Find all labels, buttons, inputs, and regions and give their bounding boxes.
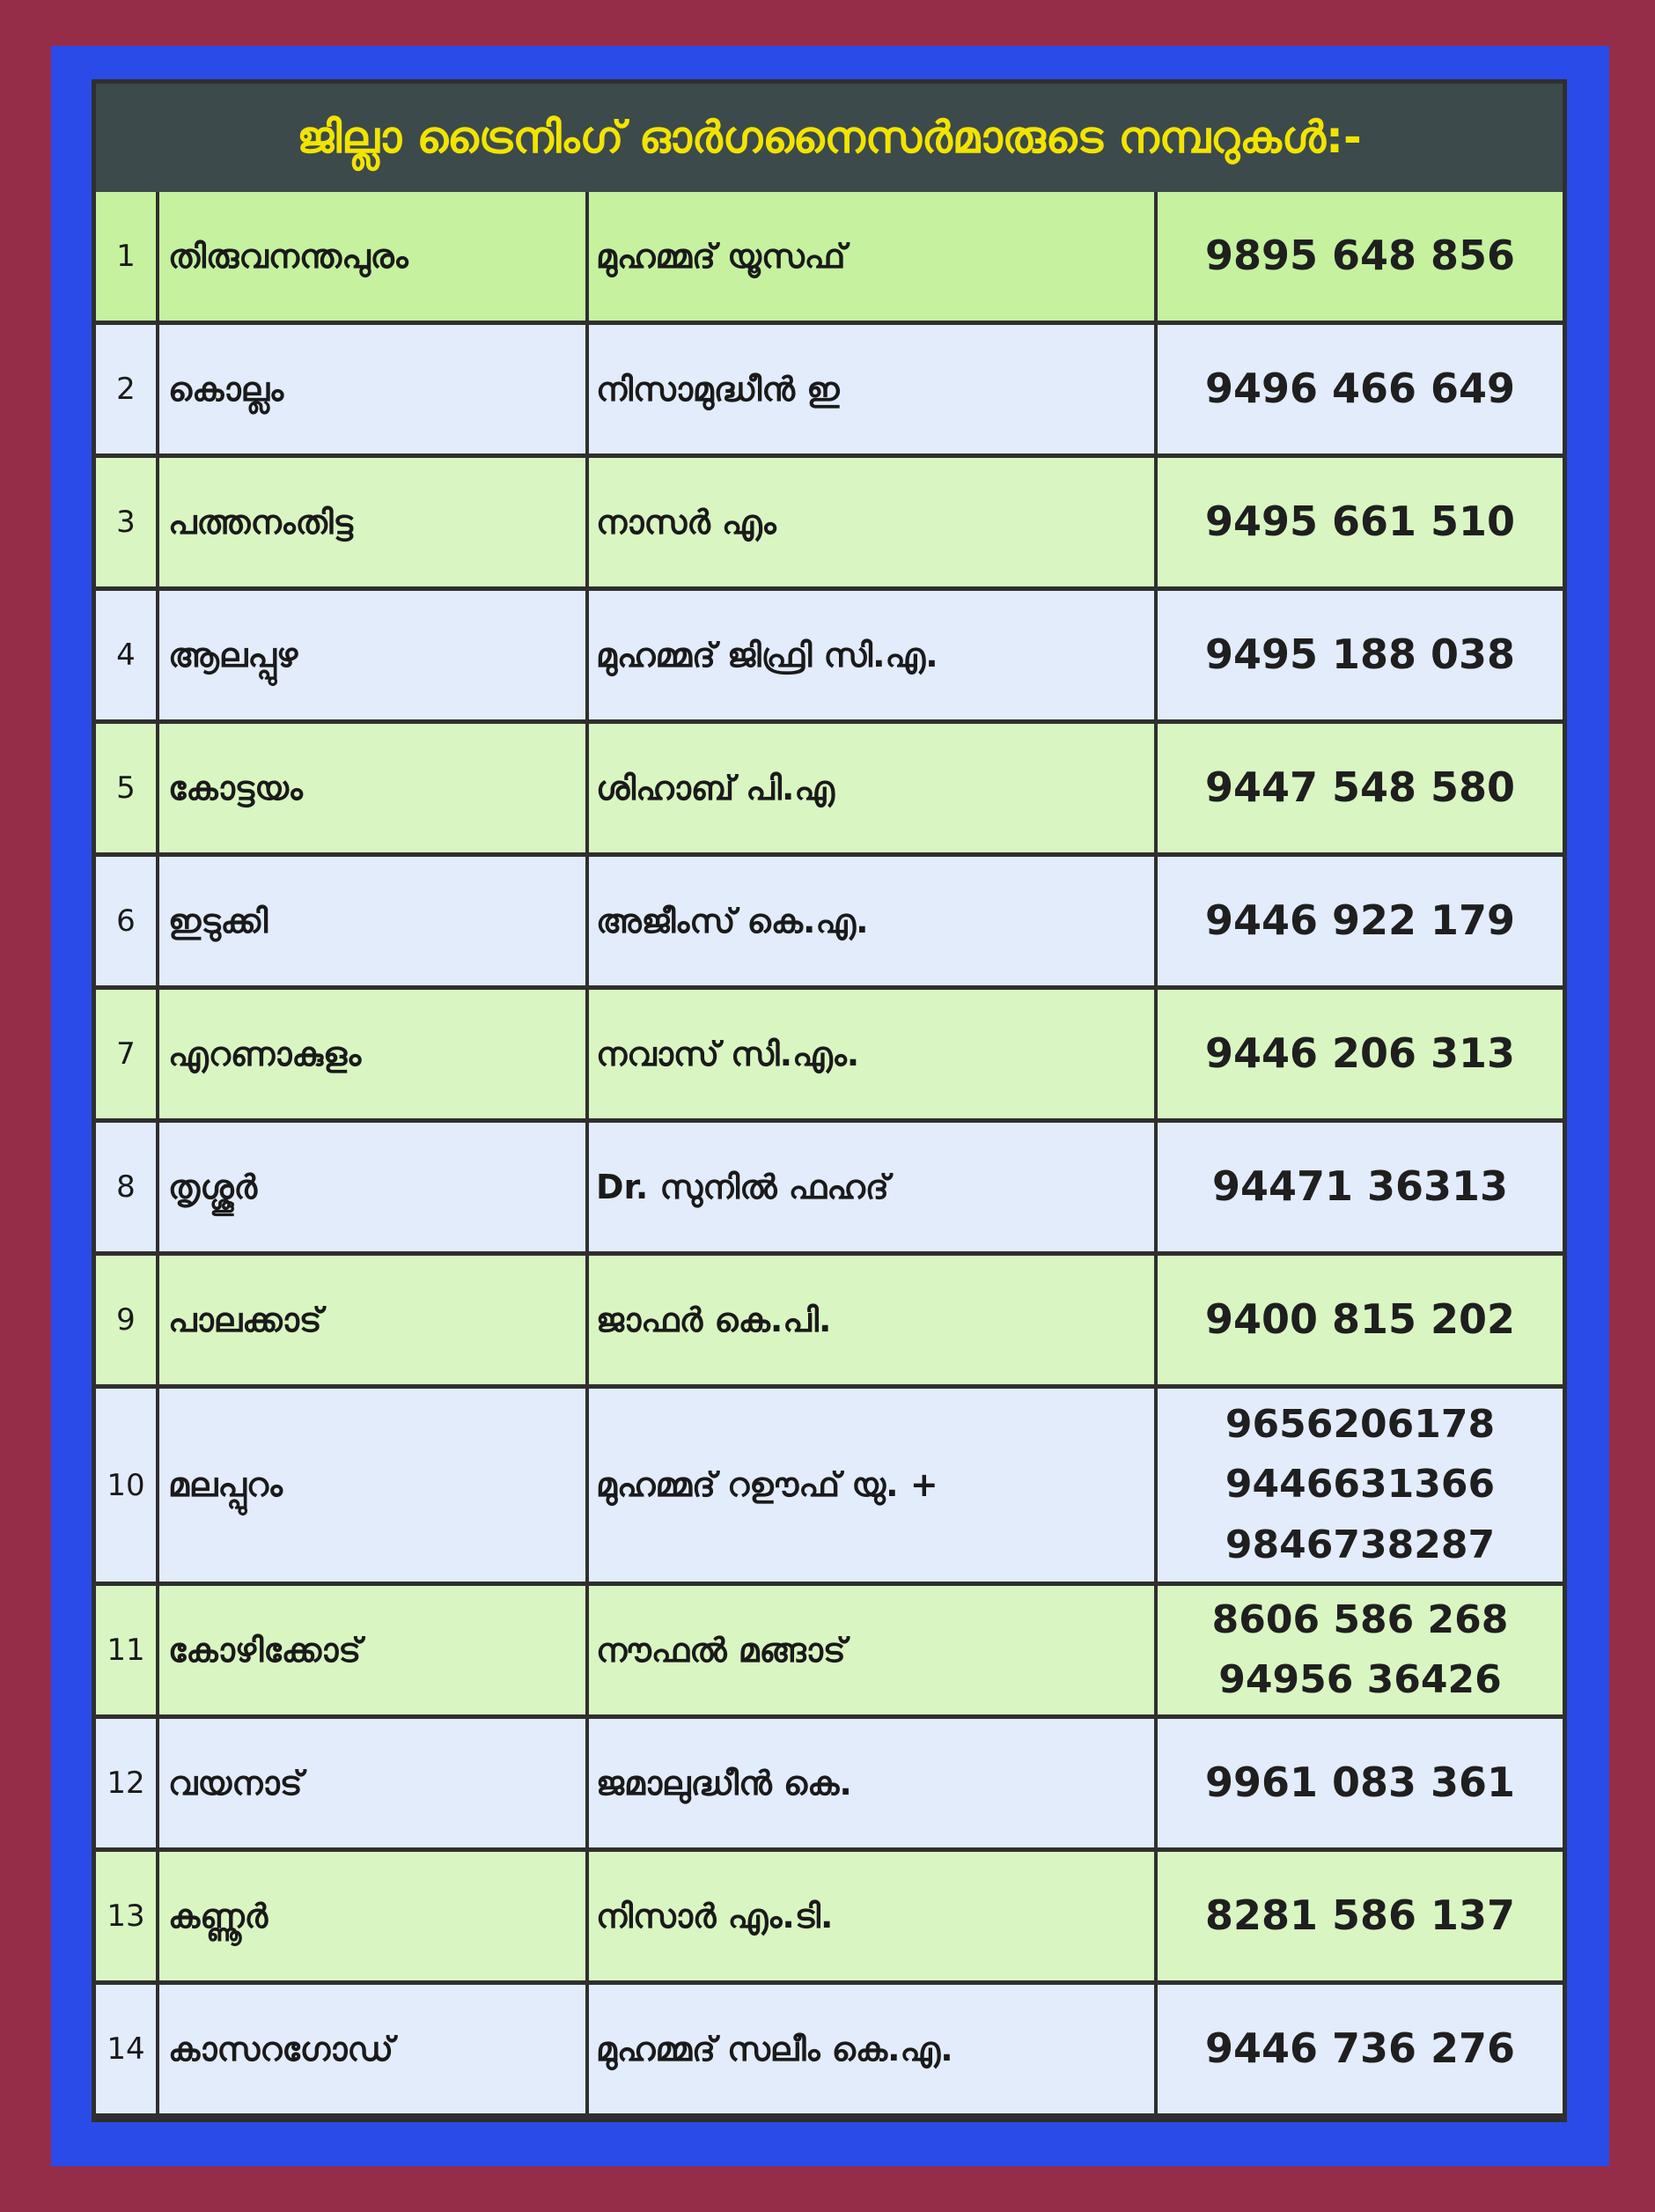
district-name: പാലക്കാട് xyxy=(159,1256,589,1384)
table-row xyxy=(96,990,1563,1123)
organizer-name: ജാഫർ കെ.പി. xyxy=(589,1256,1158,1384)
row-number: 9 xyxy=(96,1256,159,1384)
row-number: 8 xyxy=(96,1123,159,1251)
phone-numbers xyxy=(1158,1123,1563,1251)
row-number: 3 xyxy=(96,458,159,586)
table-row xyxy=(96,458,1563,591)
phone-number[interactable]: 9446 206 313 xyxy=(1204,1029,1516,1078)
table-header xyxy=(96,84,1563,196)
phone-number[interactable]: 94471 36313 xyxy=(1211,1162,1509,1211)
phone-numbers xyxy=(1158,591,1563,719)
table-row xyxy=(96,1586,1563,1719)
district-name: കണ്ണൂർ xyxy=(159,1852,589,1980)
phone-number[interactable]: 9656206178 xyxy=(1225,1402,1496,1448)
row-number: 2 xyxy=(96,325,159,453)
district-name: പത്തനംതിട്ട xyxy=(159,458,589,586)
phone-number[interactable]: 9446631366 xyxy=(1225,1462,1496,1508)
table-row xyxy=(96,1256,1563,1389)
row-number: 1 xyxy=(96,192,159,321)
district-name: തിരുവനന്തപുരം xyxy=(159,192,589,321)
table-row xyxy=(96,1719,1563,1852)
phone-number[interactable]: 9495 188 038 xyxy=(1204,630,1516,679)
organizer-name: മുഹമ്മദ് റഊഫ് യു. + xyxy=(589,1389,1158,1582)
organizer-name: മുഹമ്മദ് സലീം കെ.എ. xyxy=(589,1985,1158,2113)
phone-number[interactable]: 9446 922 179 xyxy=(1204,896,1516,945)
table-row xyxy=(96,1852,1563,1985)
phone-numbers xyxy=(1158,192,1563,321)
row-number: 6 xyxy=(96,857,159,985)
phone-number[interactable]: 8606 586 268 xyxy=(1211,1596,1509,1642)
district-name: കാസറഗോഡ് xyxy=(159,1985,589,2113)
phone-number[interactable]: 9496 466 649 xyxy=(1204,365,1516,413)
phone-numbers xyxy=(1158,1586,1563,1714)
phone-numbers xyxy=(1158,1256,1563,1384)
organizer-name: ശിഹാബ് പി.എ xyxy=(589,724,1158,852)
row-number: 14 xyxy=(96,1985,159,2113)
phone-number[interactable]: 8281 586 137 xyxy=(1204,1891,1516,1940)
table-body xyxy=(96,192,1563,2118)
district-name: വയനാട് xyxy=(159,1719,589,1847)
phone-numbers xyxy=(1158,857,1563,985)
table-row xyxy=(96,1123,1563,1256)
organizer-name: നവാസ് സി.എം. xyxy=(589,990,1158,1118)
district-name: കോട്ടയം xyxy=(159,724,589,852)
phone-numbers xyxy=(1158,325,1563,453)
organizer-name: നൗഫൽ മങ്ങാട് xyxy=(589,1586,1158,1714)
phone-number[interactable]: 9400 815 202 xyxy=(1204,1295,1516,1344)
district-name: ഇടുക്കി xyxy=(159,857,589,985)
phone-number[interactable]: 9895 648 856 xyxy=(1204,232,1516,280)
phone-numbers xyxy=(1158,724,1563,852)
phone-number[interactable]: 9961 083 361 xyxy=(1204,1759,1516,1807)
row-number: 12 xyxy=(96,1719,159,1847)
district-name: ആലപ്പുഴ xyxy=(159,591,589,719)
table-row xyxy=(96,192,1563,325)
page-title: ജില്ലാ ട്രൈനിംഗ് ഓർഗനൈസർമാരുടെ നമ്പറുകൾ:- xyxy=(297,112,1362,163)
table-row xyxy=(96,1389,1563,1586)
phone-number[interactable]: 9846738287 xyxy=(1225,1522,1496,1567)
row-number: 11 xyxy=(96,1586,159,1714)
table-row xyxy=(96,857,1563,990)
phone-number[interactable]: 9447 548 580 xyxy=(1204,763,1516,812)
district-name: എറണാകുളം xyxy=(159,990,589,1118)
organizer-name: നാസർ എം xyxy=(589,458,1158,586)
phone-numbers xyxy=(1158,1985,1563,2113)
phone-number[interactable]: 94956 36426 xyxy=(1218,1657,1502,1702)
row-number: 7 xyxy=(96,990,159,1118)
district-name: കൊല്ലം xyxy=(159,325,589,453)
organizer-name: നിസാമുദ്ധീൻ ഇ xyxy=(589,325,1158,453)
phone-numbers xyxy=(1158,1389,1563,1582)
organizer-name: മുഹമ്മദ് ജിഫ്രി സി.എ. xyxy=(589,591,1158,719)
organizer-table xyxy=(92,79,1567,2122)
table-row xyxy=(96,724,1563,857)
phone-numbers xyxy=(1158,1719,1563,1847)
organizer-name: നിസാർ എം.ടി. xyxy=(589,1852,1158,1980)
phone-numbers xyxy=(1158,458,1563,586)
district-name: തൃശ്ശൂർ xyxy=(159,1123,589,1251)
row-number: 10 xyxy=(96,1389,159,1582)
table-row xyxy=(96,591,1563,724)
district-name: മലപ്പുറം xyxy=(159,1389,589,1582)
table-row xyxy=(96,325,1563,458)
phone-numbers xyxy=(1158,1852,1563,1980)
district-name: കോഴിക്കോട് xyxy=(159,1586,589,1714)
organizer-name: ജമാലുദ്ധീൻ കെ. xyxy=(589,1719,1158,1847)
row-number: 5 xyxy=(96,724,159,852)
row-number: 4 xyxy=(96,591,159,719)
phone-number[interactable]: 9446 736 276 xyxy=(1204,2024,1516,2073)
organizer-name: അജീംസ് കെ.എ. xyxy=(589,857,1158,985)
organizer-name: Dr. സുനിൽ ഫഹദ് xyxy=(589,1123,1158,1251)
table-row xyxy=(96,1985,1563,2118)
organizer-name: മുഹമ്മദ് യൂസഫ് xyxy=(589,192,1158,321)
phone-number[interactable]: 9495 661 510 xyxy=(1204,498,1516,546)
row-number: 13 xyxy=(96,1852,159,1980)
phone-numbers xyxy=(1158,990,1563,1118)
